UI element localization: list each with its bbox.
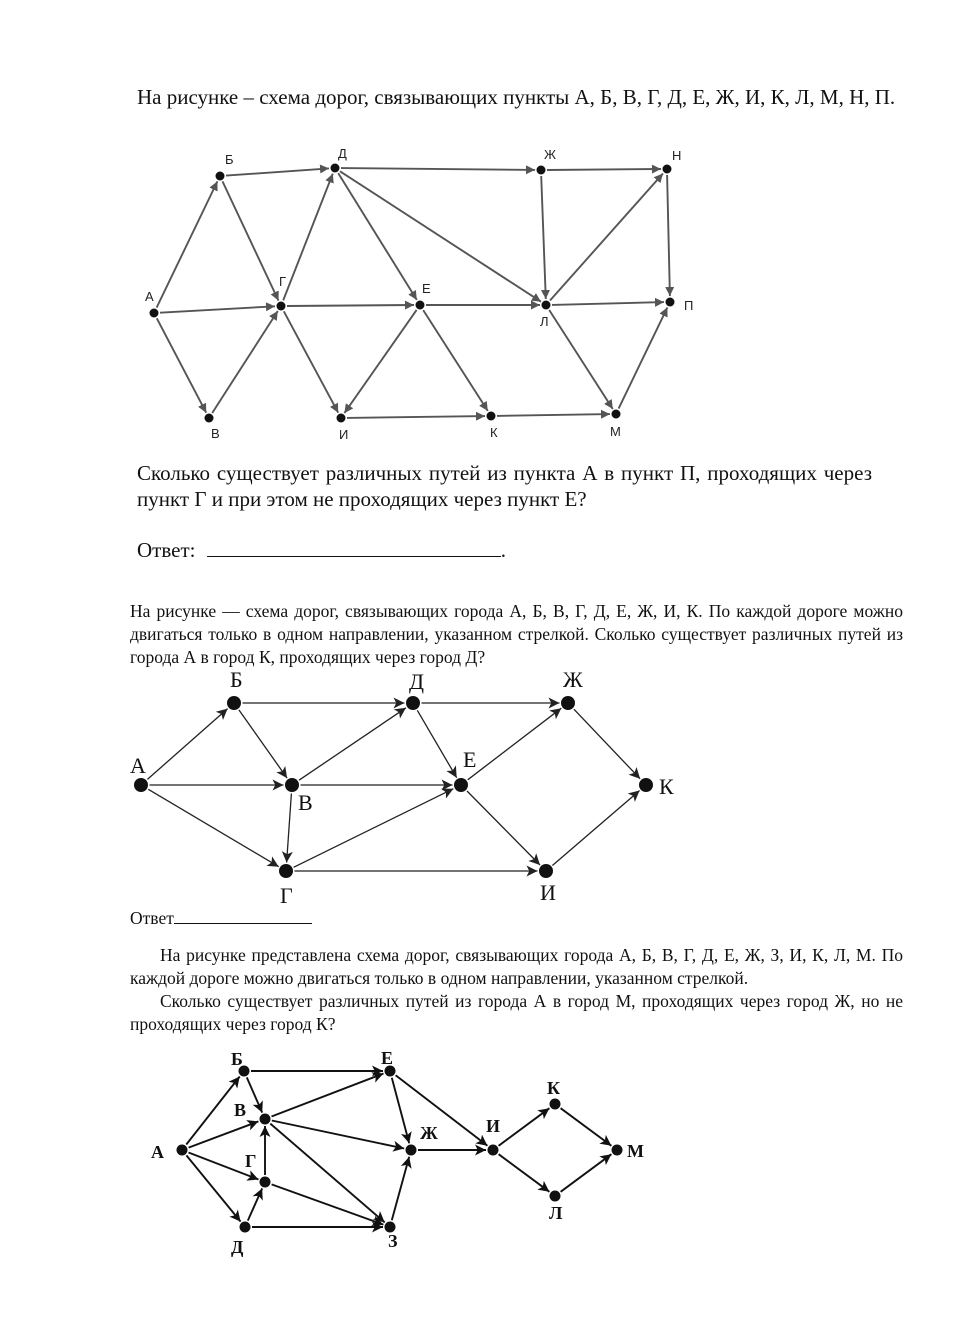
edge-И-К <box>552 791 639 866</box>
task3-text <box>130 944 903 1036</box>
edge-И-К <box>347 416 485 418</box>
edge-З-Ж <box>392 1157 409 1220</box>
node-В <box>285 778 299 792</box>
node-Е <box>416 301 425 310</box>
node-К <box>487 412 496 421</box>
edge-А-Д <box>186 1155 240 1221</box>
edge-Е-И <box>396 1075 488 1145</box>
edge-А-В <box>157 318 206 412</box>
task1-intro: На рисунке – схема дорог, связывающих пункты А, Б, В, Г, Д, Е, Ж, И, К, Л, М, Н, П. <box>137 85 896 109</box>
node-label-И: И <box>540 880 556 905</box>
node-label-Л: Л <box>540 314 549 329</box>
edge-К-М <box>497 414 610 416</box>
node-А <box>177 1145 188 1156</box>
edge-А-Б <box>186 1077 239 1145</box>
edge-Ж-К <box>574 709 640 779</box>
graph-3-road-scheme <box>151 1048 644 1257</box>
node-label-Ж: Ж <box>420 1123 438 1143</box>
task1-answer-blank[interactable] <box>207 556 501 557</box>
node-Ж <box>406 1145 417 1156</box>
node-label-А: А <box>145 289 154 304</box>
task2-answer-label: Ответ <box>130 908 174 928</box>
node-label-В: В <box>211 426 220 441</box>
edge-Д-Ж <box>341 168 535 170</box>
task1-question: Сколько существует различных путей из пункта А в пункт П, проходящих через пункт Г и при этом не проходящих через пункт Е? <box>137 461 872 511</box>
node-label-Н: Н <box>672 148 682 163</box>
node-А <box>150 309 159 318</box>
node-Д <box>240 1222 251 1233</box>
edge-Е-К <box>423 310 488 411</box>
node-В <box>260 1114 271 1125</box>
node-label-Г: Г <box>280 883 293 908</box>
edge-Г-И <box>284 311 338 412</box>
edge-Л-М <box>549 310 613 409</box>
node-П <box>666 298 675 307</box>
node-К <box>550 1099 561 1110</box>
node-Л <box>550 1191 561 1202</box>
task2-answer-blank[interactable] <box>174 923 312 924</box>
edge-В-Е <box>272 1074 384 1117</box>
node-label-Б: Б <box>231 1049 243 1069</box>
edge-Д-Е <box>338 173 417 300</box>
node-И <box>539 864 553 878</box>
node-label-Ж: Ж <box>563 667 583 692</box>
node-Ж <box>561 696 575 710</box>
edge-И-Л <box>499 1154 550 1192</box>
edge-Л-Н <box>550 174 663 301</box>
node-label-Е: Е <box>463 747 477 772</box>
edge-Д-Е <box>417 710 456 777</box>
node-М <box>612 410 621 419</box>
node-label-Б: Б <box>230 667 243 692</box>
node-А <box>134 778 148 792</box>
node-Н <box>663 165 672 174</box>
edge-Л-П <box>552 302 664 305</box>
node-label-В: В <box>234 1100 247 1120</box>
edge-Д-Л <box>340 171 541 301</box>
edge-Г-Е <box>294 789 454 868</box>
node-label-А: А <box>151 1142 164 1162</box>
edge-Л-М <box>561 1154 612 1192</box>
edge-А-Г <box>160 306 275 312</box>
node-label-И: И <box>339 427 349 442</box>
node-В <box>205 414 214 423</box>
edge-Н-П <box>667 175 670 296</box>
edge-В-Ж <box>272 1121 404 1149</box>
edge-Б-В <box>247 1077 262 1112</box>
edge-Д-Г <box>248 1188 262 1220</box>
node-И <box>337 414 346 423</box>
node-Д <box>331 164 340 173</box>
node-М <box>612 1145 623 1156</box>
node-Б <box>227 696 241 710</box>
graph-2-road-scheme <box>130 667 674 908</box>
node-Б <box>216 172 225 181</box>
node-label-В: В <box>298 790 313 815</box>
task2-intro: На рисунке — схема дорог, связывающих города А, Б, В, Г, Д, Е, Ж, И, К. По каждой дороге можно двигаться только в одном направлении, указанном стрелкой. Сколько существует различных путей из города А в город К, проходящих через город Д? <box>130 601 903 667</box>
edge-А-Б <box>147 709 227 780</box>
task3-question: Сколько существует различных путей из города А в город М, проходящих через город Ж, но не проходящих через город К? <box>130 991 903 1034</box>
node-К <box>639 778 653 792</box>
node-label-М: М <box>627 1141 644 1161</box>
node-Ж <box>537 166 546 175</box>
task2-answer-line <box>130 907 312 930</box>
edge-Е-Ж <box>392 1078 409 1143</box>
task3-intro: На рисунке представлена схема дорог, связывающих города А, Б, В, Г, Д, Е, Ж, З, И, К, Л, М. По каждой дороге можно двигаться только в одном направлении, указанном стрелкой. <box>130 945 903 988</box>
node-Г <box>279 864 293 878</box>
node-label-К: К <box>547 1078 561 1098</box>
edge-А-В <box>189 1121 259 1147</box>
edge-В-Д <box>299 708 406 780</box>
edge-В-Г <box>287 794 292 863</box>
node-label-Д: Д <box>231 1237 244 1257</box>
node-label-И: И <box>486 1116 501 1136</box>
node-label-Г: Г <box>279 274 287 289</box>
node-Е <box>454 778 468 792</box>
graph-1-road-scheme <box>145 146 693 442</box>
edge-К-М <box>561 1108 612 1146</box>
edge-Е-И <box>467 791 540 865</box>
edge-Г-З <box>272 1184 384 1224</box>
edge-И-К <box>499 1108 550 1146</box>
edge-Г-Д <box>283 174 333 301</box>
task1-answer-suffix: . <box>500 538 506 562</box>
node-Г <box>260 1177 271 1188</box>
node-label-Д: Д <box>409 669 425 694</box>
node-label-К: К <box>659 774 674 799</box>
edge-Б-Г <box>223 181 279 300</box>
node-label-Ж: Ж <box>544 147 557 162</box>
node-label-М: М <box>610 424 621 439</box>
edge-Ж-Н <box>547 169 661 170</box>
task1-answer-label: Ответ: <box>137 538 196 562</box>
edge-В-З <box>270 1124 384 1223</box>
edge-Б-Д <box>226 168 329 175</box>
node-Л <box>542 301 551 310</box>
node-label-П: П <box>684 298 694 313</box>
node-label-А: А <box>130 753 146 778</box>
node-label-К: К <box>490 425 498 440</box>
edge-А-Г <box>148 789 278 866</box>
edge-Б-В <box>239 710 287 778</box>
edge-Ж-Л <box>541 176 546 299</box>
node-label-Л: Л <box>549 1203 563 1223</box>
node-label-З: З <box>388 1231 398 1251</box>
edge-Е-Ж <box>468 708 562 780</box>
edge-А-Б <box>157 181 218 307</box>
node-И <box>488 1145 499 1156</box>
edge-Е-И <box>344 310 416 413</box>
edge-В-Г <box>212 311 278 413</box>
edge-М-П <box>619 307 668 408</box>
node-Г <box>277 302 286 311</box>
edge-Г-Е <box>287 305 414 306</box>
node-label-Е: Е <box>422 281 431 296</box>
node-label-Д: Д <box>338 146 347 161</box>
task1-answer-line <box>137 537 506 563</box>
node-Д <box>406 696 420 710</box>
node-label-Б: Б <box>225 152 234 167</box>
node-label-Г: Г <box>245 1151 257 1171</box>
node-label-Е: Е <box>381 1048 394 1068</box>
